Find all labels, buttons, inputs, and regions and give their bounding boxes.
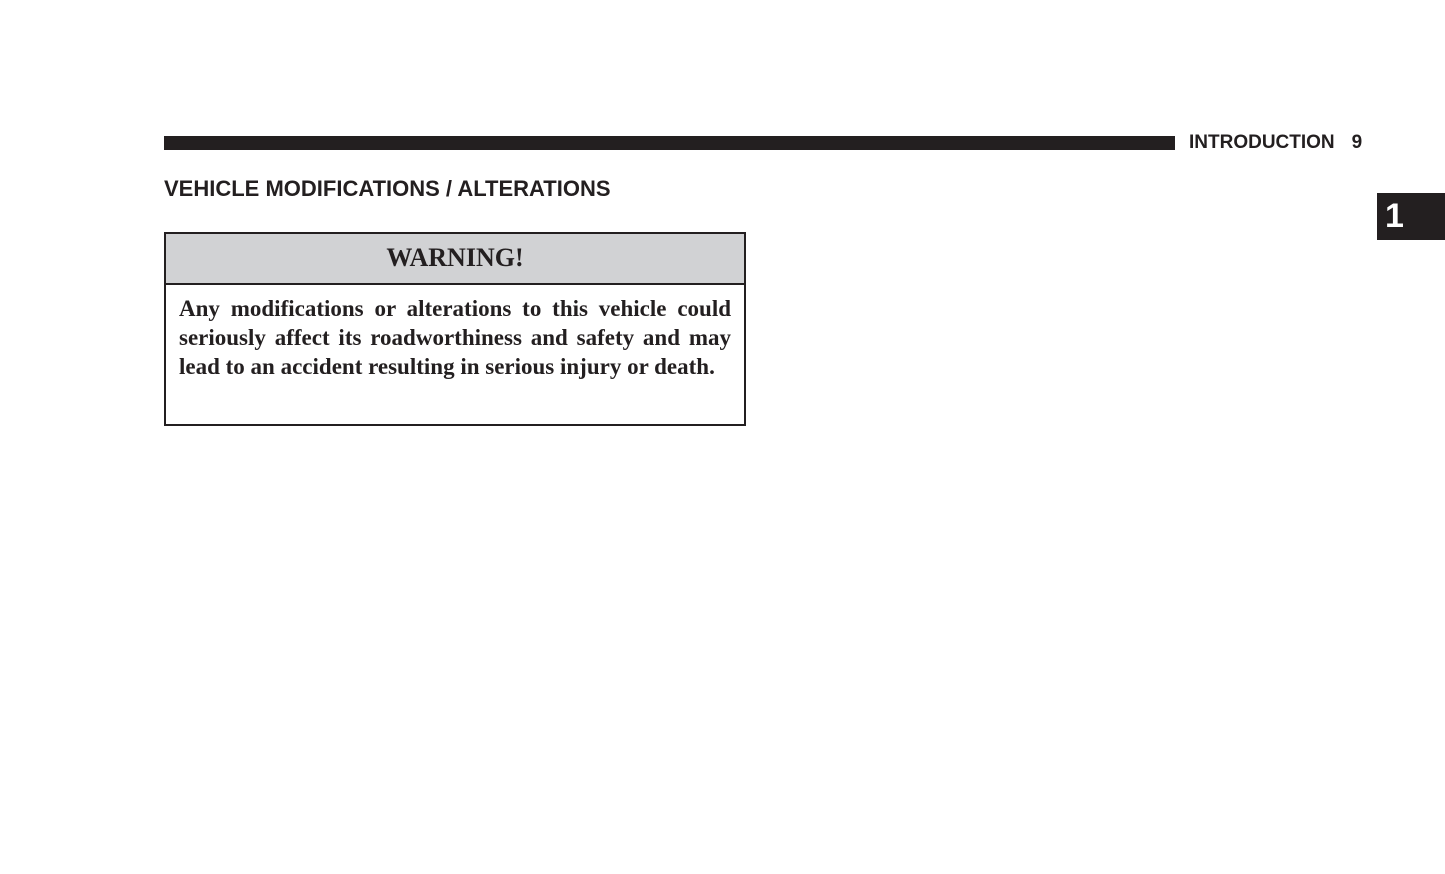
header-rule <box>164 136 1175 150</box>
running-head <box>1189 131 1362 155</box>
running-head-section: INTRODUCTION <box>1189 132 1335 153</box>
warning-text: Any modifications or alterations to this vehicle could seriously affect its roadworthiness and safety and may lead to an accident resulting in serious injury or death. <box>179 296 731 379</box>
warning-title: WARNING! <box>166 234 744 285</box>
warning-box <box>164 232 746 426</box>
chapter-tab: 1 <box>1377 193 1445 240</box>
section-title: VEHICLE MODIFICATIONS / ALTERATIONS <box>164 176 611 201</box>
page-number: 9 <box>1351 132 1363 153</box>
